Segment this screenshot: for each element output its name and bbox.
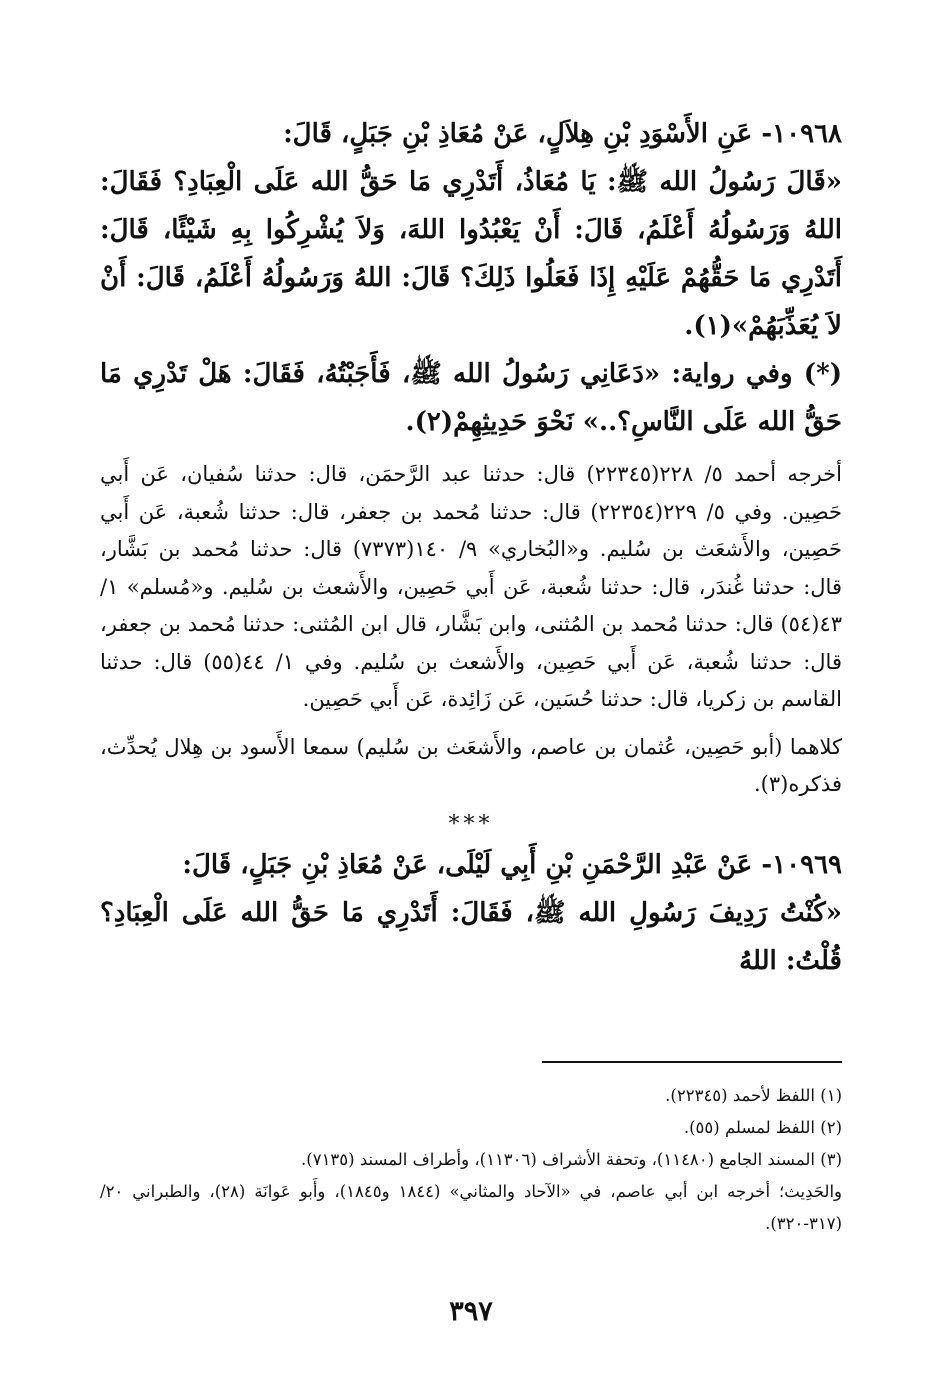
footnote-1: (١) اللفظ لأحمد (٢٢٣٤٥). <box>665 1086 842 1105</box>
footnote-2: (٢) اللفظ لمسلم (٥٥). <box>683 1118 842 1137</box>
section-separator: *** <box>448 811 494 837</box>
hadith-heading-10969: ١٠٩٦٩- عَنْ عَبْدِ الرَّحْمَنِ بْنِ أَبِي لَيْلَى، عَنْ مُعَاذِ بْنِ جَبَلٍ، قَالَ: <box>182 849 842 880</box>
page-number: ٣٩٧ <box>449 1296 493 1327</box>
hadith-riwaya-10968: (*) وفي رواية: «دَعَانِي رَسُولُ الله ﷺ، فَأَجَبْتُهُ، فَقَالَ: هَلْ تَدْرِي مَا حَقُّ الله عَلَى النَّاسِ؟..» نَحْوَ حَدِيثِهِمْ(٢). <box>100 359 842 437</box>
footnotes <box>100 1080 842 1240</box>
takhrij-paragraph: أخرجه أحمد ٥/ ٢٢٨(٢٢٣٤٥) قال: حدثنا عبد الرَّحمَن، قال: حدثنا سُفيان، عَن أَبي حَصِين. وفي ٥/ ٢٢٩(٢٢٣٥٤) قال: حدثنا مُحمد بن جعفر، قال: حدثنا شُعبة، عَن أَبي حَصِين، والأَشعَث بن سُليم. و«البُخاري» ٩/ ١٤٠(٧٣٧٣) قال: حدثنا مُحمد بن بَشَّار، قال: حدثنا غُندَر، قال: حدثنا شُعبة، عَن أَبي حَصِين، والأَشعث بن سُليم. و«مُسلم» ١/ ٤٣(٥٤) قال: حدثنا مُحمد بن المُثنى، وابن بَشَّار، قال ابن المُثنى: حدثنا مُحمد بن جعفر، قال: حدثنا شُعبة، عَن أَبي حَصِين، والأَشعث بن سُليم. وفي ١/ ٤٤(٥٥) قال: حدثنا القاسم بن زكريا، قال: حدثنا حُسَين، عَن زَائِدة، عَن أَبي حَصِين. <box>100 462 843 711</box>
footnote-3: (٣) المسند الجامع (١١٤٨٠)، وتحفة الأشراف (١١٣٠٦)، وأطراف المسند (٧١٣٥). <box>301 1150 842 1169</box>
footnote-3-continued: والحَدِيث؛ أخرجه ابن أبي عاصم، في «الآحاد والمثاني» (١٨٤٤ و١٨٤٥)، وأَبو عَوانَة (٢٨)، والطبراني ٢٠/ (٣١٧-٣٢٠). <box>100 1182 842 1233</box>
hadith-text-10968: «قَالَ رَسُولُ الله ﷺ: يَا مُعَاذُ، أَتَدْرِي مَا حَقُّ الله عَلَى الْعِبَادِ؟ فَقَالَ: اللهُ وَرَسُولُهُ أَعْلَمُ، قَالَ: أَنْ يَعْبُدُوا اللهَ، وَلاَ يُشْرِكُوا بِهِ شَيْئًا، قَالَ: أَتَدْرِي مَا حَقُّهُمْ عَلَيْهِ إِذَا فَعَلُوا ذَلِكَ؟ قَالَ: اللهُ وَرَسُولُهُ أَعْلَمُ، قَالَ: أَنْ لاَ يُعَذِّبَهُمْ»(١). <box>100 167 842 341</box>
hadith-text-10969: «كُنْتُ رَدِيفَ رَسُولِ الله ﷺ، فَقَالَ: أَتَدْرِي مَا حَقُّ الله عَلَى الْعِبَادِ؟ قُلْتُ: اللهُ <box>100 897 842 976</box>
footnote-divider <box>542 1061 842 1063</box>
hadith-heading-10968: ١٠٩٦٨- عَنِ الأَسْوَدِ بْنِ هِلاَلٍ، عَنْ مُعَاذِ بْنِ جَبَلٍ، قَالَ: <box>283 119 842 149</box>
page-body <box>100 110 842 985</box>
kilahuma-paragraph: كلاهما (أبو حَصِين، عُثمان بن عاصم، والأَشعَث بن سُليم) سمعا الأَسود بن هِلال يُحدِّث، فذكره(٣). <box>100 734 842 796</box>
